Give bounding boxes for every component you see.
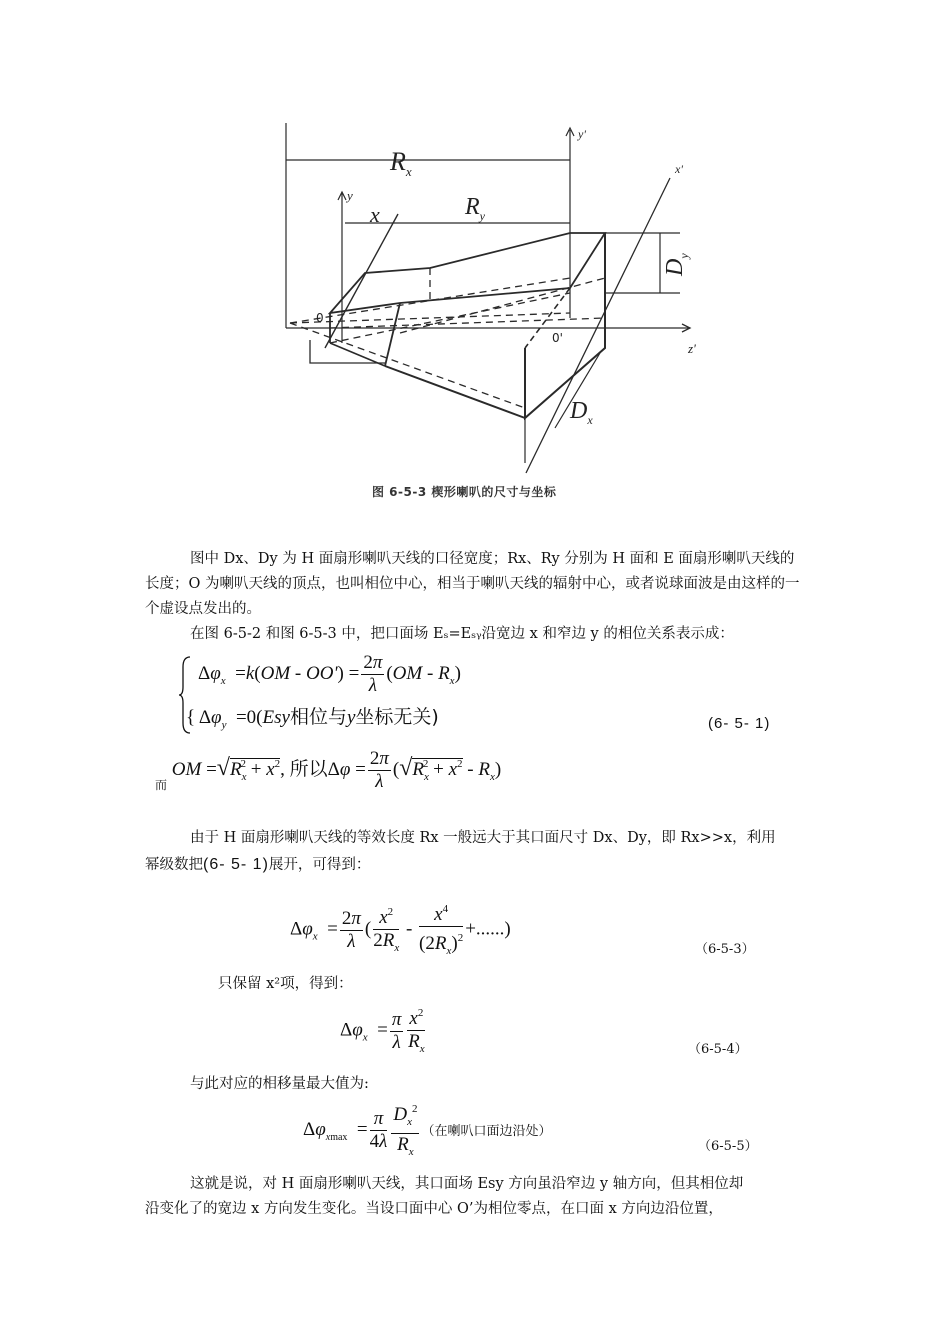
paragraph-5: 与此对应的相移量最大值为:	[190, 1076, 369, 1092]
equation-6-5-3: $\Delta\varphi_x$ = $\frac{2\pi}{\lambda}$ ( $\frac{x^2}{2R_x}$ - $\frac{x^4}{(2R_x)^2}$ +......)	[290, 898, 511, 962]
label-dx: $D_x$	[570, 398, 593, 427]
label-xprime: x'	[675, 162, 683, 176]
paragraph-6b: 沿变化了的宽边 x 方向发生变化。当设口面中心 O’为相位零点，在口面 x 方向边沿位置，	[145, 1201, 723, 1217]
paragraph-4: 只保留 x²项，得到：	[218, 976, 353, 992]
paragraph-3b: 幂级数把(6- 5- 1)展开，可得到：	[145, 856, 371, 873]
equation-number-6-5-3: （6-5-3）	[695, 942, 755, 957]
equation-6-5-5: $\Delta\varphi_{xmax}$ = $\frac{\pi}{4\lambda}$ $\frac{D_x^2}{R_x}$ （在喇叭口面边沿处）	[303, 1098, 552, 1163]
equation-om: $_而$ OM $=√R_x^2 + x^2$, 所以Δφ = $\frac{2\pi}{\lambda}$ $(√R_x^2 + x^2 - R_x)$	[155, 748, 502, 792]
equation-6-5-1-line1: $\Delta\varphi_x =k(OM - OO')$ = $\frac{2\pi}{\lambda}$ $(OM - R_x)$	[198, 652, 461, 696]
label-y: y	[347, 188, 353, 203]
paragraph-6a: 这就是说，对 H 面扇形喇叭天线，其口面场 Esy 方向虽沿窄边 y 轴方向，但其相位却	[190, 1176, 744, 1192]
paragraph-2: 在图 6-5-2 和图 6-5-3 中，把口面场 Eₛ=Eₛᵧ沿宽边 x 和窄边 y 的相位关系表示成：	[190, 626, 734, 642]
label-yprime: y'	[578, 127, 586, 141]
paragraph-1: 图中 Dx、Dy 为 H 面扇形喇叭天线的口径宽度；Rx、Ry 分别为 H 面和 E 面扇形喇叭天线的长度；O 为喇叭天线的顶点，也叫相位中心，相当于喇叭天线的辐射中心，或者说球面波是由这样的一个虚设点发出的。	[145, 551, 800, 617]
label-zprime: z'	[688, 341, 696, 356]
label-ry: $R_y$	[465, 194, 485, 223]
equation-number-6-5-5: （6-5-5）	[698, 1139, 758, 1154]
label-oprime: 0'	[552, 331, 563, 345]
figure-caption: 图 6-5-3 楔形喇叭的尺寸与坐标	[372, 485, 557, 499]
label-rx: $R_x$	[390, 147, 412, 179]
equation-6-5-4: $\Delta\varphi_x$ = $\frac{\pi}{\lambda}$ $\frac{x^2}{R_x}$	[340, 1002, 427, 1060]
horn-diagram	[270, 118, 710, 488]
paragraph-3a: 由于 H 面扇形喇叭天线的等效长度 Rx 一般远大于其口面尺寸 Dx、Dy，即 Rx>>x，利用	[190, 830, 776, 846]
equation-number-6-5-1: (6- 5- 1)	[708, 715, 771, 732]
label-dy: $D_y$	[662, 253, 691, 276]
equation-number-6-5-4: （6-5-4）	[688, 1042, 748, 1057]
equation-6-5-1-line2: { $\Delta\varphi_y =0(Esy$相位与y坐标无关)	[186, 706, 439, 731]
horn-antenna-figure	[270, 118, 710, 488]
label-o: 0	[316, 311, 324, 325]
label-x: x	[370, 202, 380, 227]
